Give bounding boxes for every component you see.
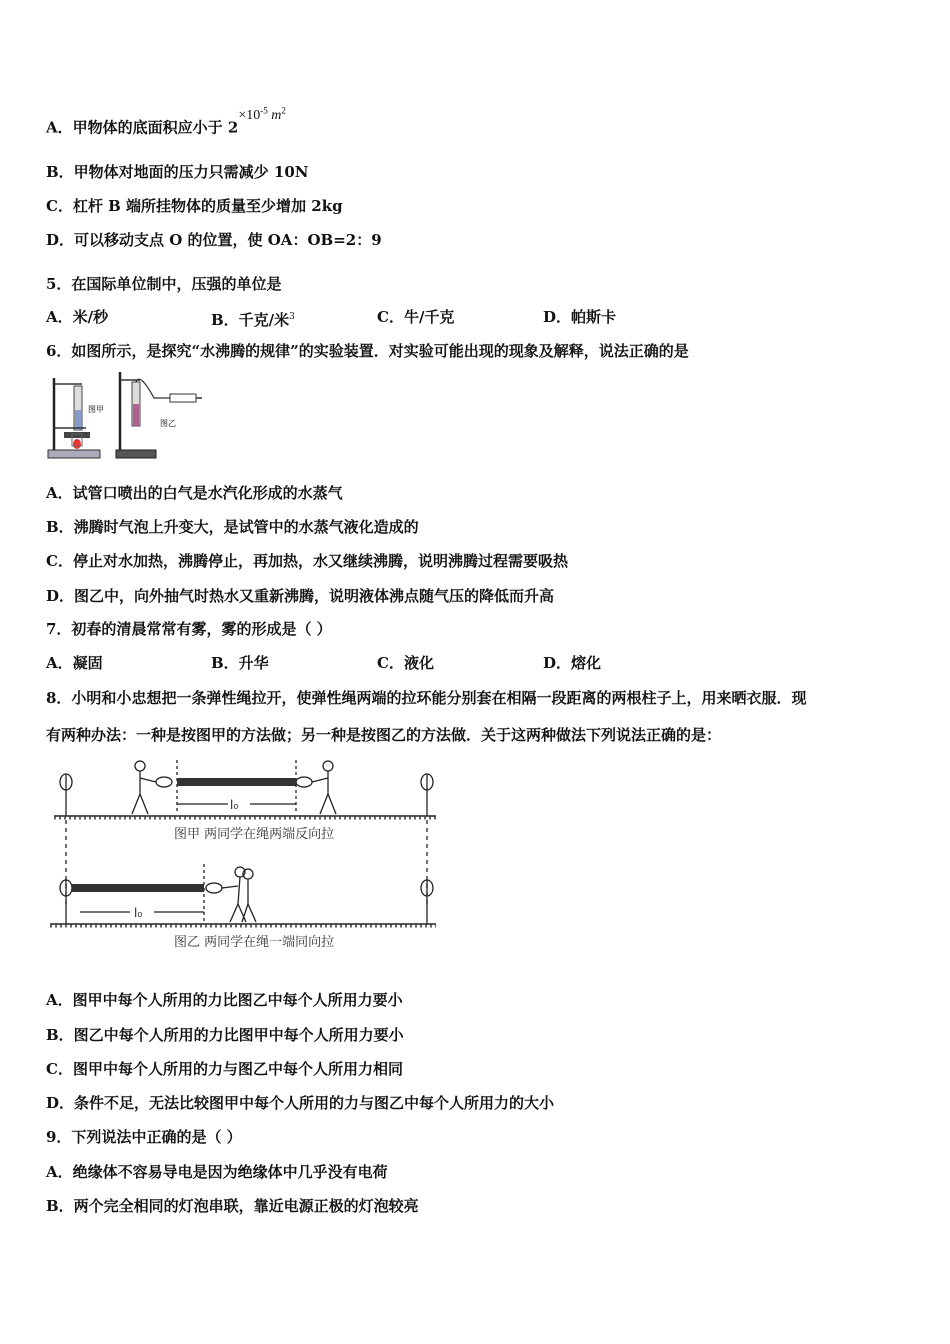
q6-option-d[interactable]: D．图乙中，向外抽气时热水又重新沸腾，说明液体沸点随气压的降低而升高 bbox=[46, 587, 555, 605]
q9-stem: 9．下列说法中正确的是（ ） bbox=[46, 1128, 242, 1146]
q4-option-b[interactable]: B．甲物体对地面的压力只需减少 10N bbox=[46, 163, 309, 181]
q8-stem-line1: 8．小明和小忠想把一条弹性绳拉开，使弹性绳两端的拉环能分别套在相隔一段距离的两根柱子上，用来晒衣服．现 bbox=[46, 689, 807, 707]
q7-option-b[interactable]: B．升华 bbox=[211, 654, 269, 672]
length-label-a: l₀ bbox=[230, 798, 239, 812]
sci-notation: $\times 10^{-5}$ $m^2$ bbox=[238, 105, 286, 123]
q9-option-b[interactable]: B．两个完全相同的灯泡串联，靠近电源正极的灯泡较亮 bbox=[46, 1197, 419, 1215]
q4-option-c[interactable]: C．杠杆 B 端所挂物体的质量至少增加 2kg bbox=[46, 197, 343, 215]
q8-option-d[interactable]: D．条件不足，无法比较图甲中每个人所用的力与图乙中每个人所用力的大小 bbox=[46, 1094, 555, 1112]
fig-caption-a: 图甲 两同学在绳两端反向拉 bbox=[174, 827, 335, 842]
q5-stem: 5．在国际单位制中，压强的单位是 bbox=[46, 275, 282, 293]
fig-caption-b: 图乙 两同学在绳一端同向拉 bbox=[174, 935, 335, 950]
fig-label-a: 图甲 bbox=[88, 405, 104, 414]
q7-option-d[interactable]: D．熔化 bbox=[543, 654, 602, 672]
q4-option-a[interactable]: A．甲物体的底面积应小于 $2\times 10^{-5}$ $m^2$ bbox=[46, 105, 286, 137]
q4-option-d[interactable]: D．可以移动支点 O 的位置，使 OA：OB=2：9 bbox=[46, 231, 382, 249]
q5-option-d[interactable]: D．帕斯卡 bbox=[543, 308, 617, 326]
q5-option-b[interactable]: B．千克/米$^3$ bbox=[211, 311, 295, 329]
q8-option-c[interactable]: C．图甲中每个人所用的力与图乙中每个人所用力相同 bbox=[46, 1060, 403, 1078]
q7-option-c[interactable]: C．液化 bbox=[377, 654, 434, 672]
q6-option-a[interactable]: A．试管口喷出的白气是水汽化形成的水蒸气 bbox=[46, 484, 343, 502]
q8-option-b[interactable]: B．图乙中每个人所用的力比图甲中每个人所用力要小 bbox=[46, 1026, 404, 1044]
q8-stem-line2: 有两种办法：一种是按图甲的方法做；另一种是按图乙的方法做．关于这两种做法下列说法正确的是： bbox=[46, 726, 722, 744]
q8-figure-elastic-rope bbox=[44, 756, 444, 956]
q8-option-a[interactable]: A．图甲中每个人所用的力比图乙中每个人所用力要小 bbox=[46, 991, 403, 1009]
q6-stem: 6．如图所示，是探究“水沸腾的规律”的实验装置．对实验可能出现的现象及解释，说法正确的是 bbox=[46, 342, 689, 360]
q6-option-c[interactable]: C．停止对水加热，沸腾停止，再加热，水又继续沸腾，说明沸腾过程需要吸热 bbox=[46, 552, 568, 570]
q6-figure-boiling-apparatus bbox=[44, 370, 204, 462]
q5-option-c[interactable]: C．牛/千克 bbox=[377, 308, 455, 326]
q7-option-a[interactable]: A．凝固 bbox=[46, 654, 103, 672]
length-label-b: l₀ bbox=[134, 906, 143, 920]
q6-option-b[interactable]: B．沸腾时气泡上升变大，是试管中的水蒸气液化造成的 bbox=[46, 518, 419, 536]
q9-option-a[interactable]: A．绝缘体不容易导电是因为绝缘体中几乎没有电荷 bbox=[46, 1163, 388, 1181]
q7-stem: 7．初春的清晨常常有雾，雾的形成是（ ） bbox=[46, 620, 332, 638]
fig-label-b: 图乙 bbox=[160, 419, 176, 428]
q5-option-a[interactable]: A．米/秒 bbox=[46, 308, 109, 326]
